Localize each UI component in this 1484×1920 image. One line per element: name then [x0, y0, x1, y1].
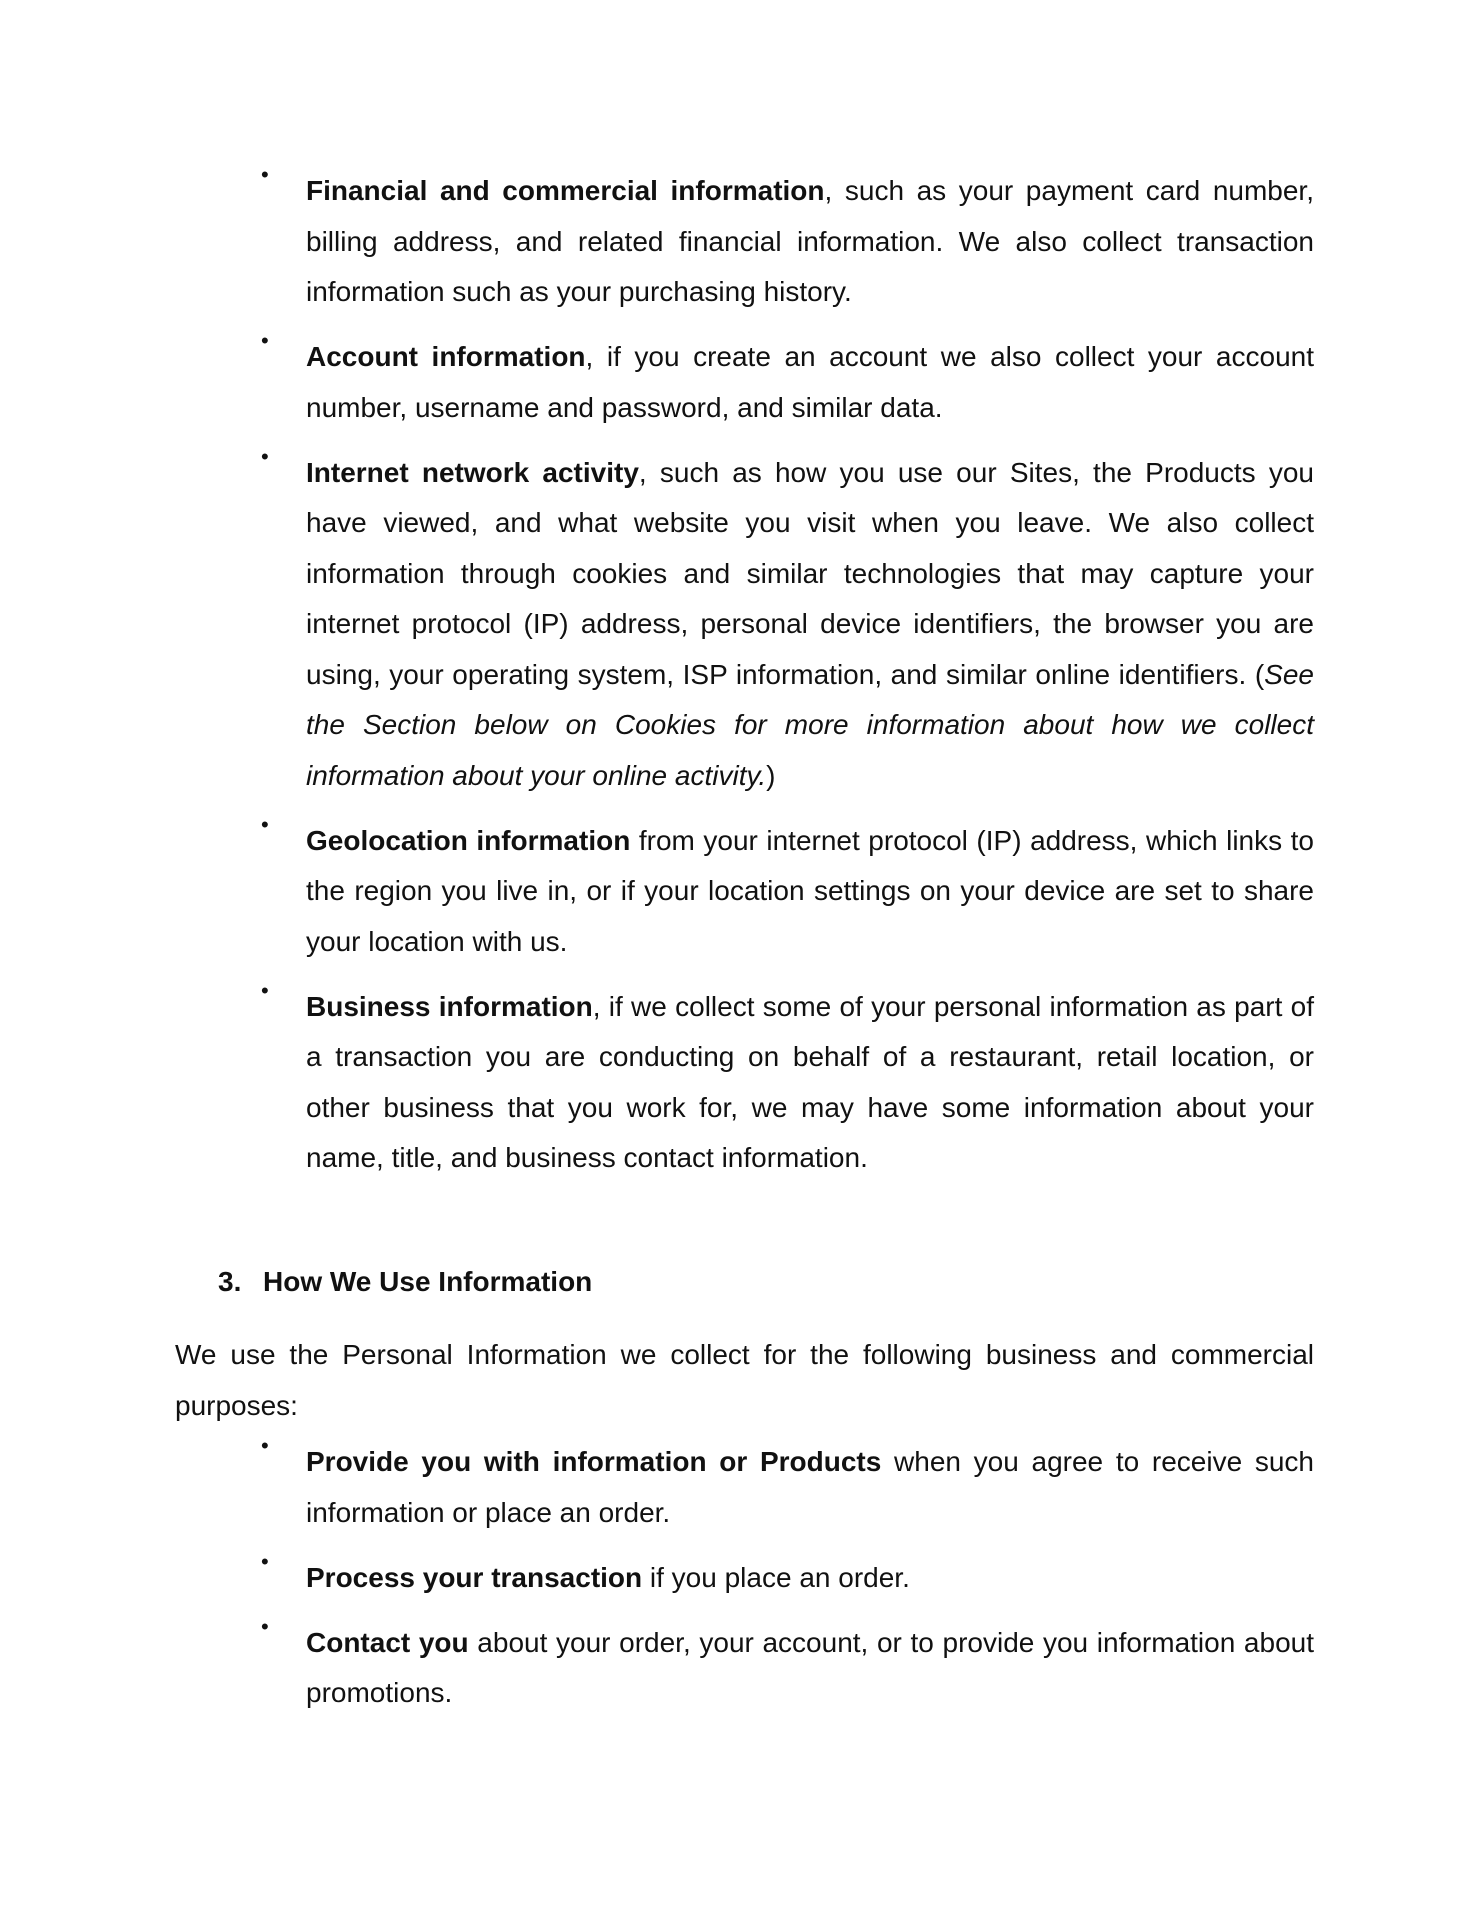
section-heading [218, 1262, 592, 1302]
bullet-icon: • [261, 162, 269, 187]
list-item-text [306, 1553, 1314, 1604]
bullet-icon: • [261, 1433, 269, 1458]
list-item-term: Process your transaction [306, 1561, 643, 1593]
closing-parenthesis: ) [766, 759, 776, 791]
list-item-description: , such as your payment card number, billing address, and related financial information. We also collect transaction information such as your purchasing history. [306, 175, 1314, 307]
bullet-icon: • [261, 328, 269, 353]
personal-information-categories-list [0, 162, 1484, 1184]
list-item-text [306, 166, 1314, 318]
list-item [0, 443, 1484, 802]
list-item-description: , such as how you use our Sites, the Products you have viewed, and what website you visit when you leave. We also collect information through cookies and similar technologies that may capture your internet protocol (IP) address, personal device identifiers, the browser you are using, your operating system, ISP information, and similar online identifiers. ( [306, 456, 1314, 690]
list-item [0, 162, 1484, 318]
section-intro-paragraph: We use the Personal Information we collect for the following business and commercial purposes: [175, 1339, 1314, 1421]
list-item-term: Internet network activity [306, 456, 639, 488]
bullet-icon: • [261, 811, 269, 837]
list-item-term: Financial and commercial information [306, 175, 825, 206]
list-item [0, 328, 1484, 433]
section-title: How We Use Information [263, 1266, 593, 1297]
list-item [0, 1548, 1484, 1604]
bullet-icon: • [261, 977, 269, 1003]
list-item-description: , if you create an account we also collect your account number, username and password, and similar data. [306, 341, 1314, 423]
list-item-description: when you agree to receive such information or place an order. [306, 1446, 1314, 1528]
list-item-text [306, 1437, 1314, 1538]
list-item-text [306, 816, 1314, 968]
list-item-text [306, 332, 1314, 433]
section-number: 3. [218, 1266, 242, 1297]
bullet-icon: • [261, 1548, 269, 1574]
list-item-term: Geolocation information [306, 824, 631, 856]
list-item [0, 1433, 1484, 1538]
information-uses-list [0, 1433, 1484, 1719]
list-item-term: Contact you [306, 1626, 469, 1658]
list-item-term: Account information [306, 341, 586, 372]
list-item [0, 811, 1484, 968]
bullet-icon: • [261, 1613, 269, 1639]
list-item [0, 1613, 1484, 1719]
list-item-term: Provide you with information or Products [306, 1446, 882, 1477]
cookies-section-note: See the Section below on Cookies for more information about how we collect information about your online activity. [306, 658, 1314, 791]
list-item-description: if you place an order. [642, 1561, 910, 1593]
list-item-text [306, 982, 1314, 1184]
list-item-text [306, 448, 1314, 802]
list-item-description: , if we collect some of your personal information as part of a transaction you are conducting on behalf of a restaurant, retail location, or other business that you work for, we may have some information about your name, title, and business contact information. [306, 990, 1314, 1173]
bullet-icon: • [261, 443, 269, 469]
list-item-description: about your order, your account, or to provide you information about promotions. [306, 1626, 1314, 1708]
list-item-term: Business information [306, 990, 593, 1022]
list-item-description: from your internet protocol (IP) address, which links to the region you live in, or if your location settings on your device are set to share your location with us. [306, 824, 1314, 957]
list-item-text [306, 1618, 1314, 1719]
list-item [0, 977, 1484, 1184]
